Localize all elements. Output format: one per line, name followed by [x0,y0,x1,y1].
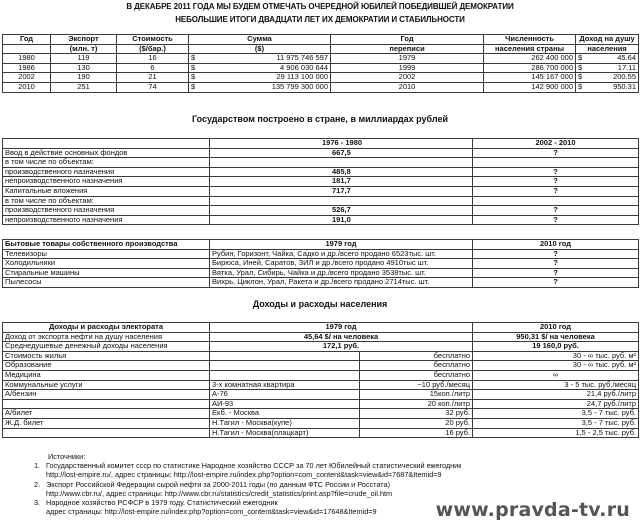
cell-label [3,428,210,438]
header-sum: Сумма [189,35,331,45]
cell-value-2: 950,31 $/ на человека [473,332,639,342]
cell-note: АИ-93 [210,399,360,409]
sources-header: Источники: [48,452,86,461]
source-title: Экспорт Российской Федерации сырой нефти за 2000-2011 годы (по данным ФТС России и Росстата) [46,479,391,489]
table-row [3,73,639,83]
cell-value-2 [473,196,639,206]
table-row [3,399,639,409]
cell-population: 262 400 000 [484,54,576,64]
cell-sum: 11 975 746 597 [221,54,331,64]
cell-value-1: ~10 руб./месяц [360,380,473,390]
header-year-sub [3,44,51,54]
cell-value-2 [473,158,639,168]
cell-note [210,370,360,380]
cell-price: 74 [117,82,189,92]
table-header-row [3,139,639,149]
income-table [2,322,639,438]
header-population: Численность [484,35,576,45]
cell-label: непроизводственного назначения [3,177,210,187]
cell-label: Стиральные машины [3,268,210,278]
cell-label: Ж.Д. билет [3,418,210,428]
cell-label: Капитальные вложения [3,186,210,196]
cell-income: 45.64 [590,54,639,64]
table-row [3,215,639,225]
cell-note: Н.Тагил - Москва(плацкарт) [210,428,360,438]
cell-currency: $ [189,63,221,73]
cell-income: 200.55 [590,73,639,83]
cell-value-1: 485,8 [210,167,473,177]
cell-value-1: 16 руб. [360,428,473,438]
header-year: Год [3,35,51,45]
cell-value-2: ? [473,167,639,177]
cell-label: производственного назначения [3,167,210,177]
page-title-line2: НЕБОЛЬШИЕ ИТОГИ ДВАДЦАТИ ЛЕТ ИХ ДЕМОКРАТИИ И СТАБИЛЬНОСТИ [175,15,465,24]
table-row [3,206,639,216]
source-number: 1. [34,461,41,471]
cell-census-year: 1979 [331,54,484,64]
cell-value-1: бесплатно [360,370,473,380]
cell-currency: $ [189,82,221,92]
cell-value-1: 181,7 [210,177,473,187]
table-row [3,332,639,342]
header-label [3,139,210,149]
source-link[interactable]: http://www.cbr.ru/, адрес страницы: http://www.cbr.ru/statistics/credit_statistics/print.asp?file=crude_oil.htm [46,488,393,498]
cell-population: 286 700 000 [484,63,576,73]
cell-label: в том числе по объектам: [3,158,210,168]
source-link[interactable]: адрес страницы: http://lost-empire.ru/index.php?option=com_content&task=view&id=17648&Itemid=9 [46,507,377,517]
header-1979: 1979 год [210,323,473,333]
source-item [34,498,461,517]
header-price: Стоимость [117,35,189,45]
cell-label: Медицина [3,370,210,380]
cell-census-year: 2002 [331,73,484,83]
cell-value-2: 1,5 - 2,5 тыс. руб. [473,428,639,438]
cell-label: Телевизоры [3,249,210,259]
cell-note: Екб. - Москва [210,409,360,419]
cell-value-2: 3,5 - 7 тыс. руб. [473,418,639,428]
cell-value-1: Рубин, Горизонт, Чайка, Садко и др./всего продано 6523тыс. шт. [210,249,473,259]
watermark-logo: www.pravda-tv.ru [435,499,630,521]
header-export: Экспорт [51,35,117,45]
cell-value-1: Бирюса, Иней, Саратов, ЗИЛ и др./всего продано 4910тыс шт. [210,259,473,269]
cell-label: Стоимость жилья [3,351,210,361]
cell-sum: 4 906 030 644 [221,63,331,73]
cell-year: 1986 [3,63,51,73]
cell-value-2: 30 - ∞ тыс. руб. м² [473,351,639,361]
table-header-row [3,240,639,250]
cell-label: А/бензин [3,390,210,400]
cell-value-1: бесплатно [360,351,473,361]
cell-value-1: бесплатно [360,361,473,371]
table-row [3,409,639,419]
table-row [3,249,639,259]
table-row [3,158,639,168]
cell-currency: $ [576,54,590,64]
cell-population: 142 900 000 [484,82,576,92]
cell-label: в том числе по объектам: [3,196,210,206]
cell-export: 251 [51,82,117,92]
header-1979: 1979 год [210,240,473,250]
cell-currency: $ [576,82,590,92]
cell-export: 190 [51,73,117,83]
cell-note: Н.Тагил - Москва(купе) [210,418,360,428]
income-title: Доходы и расходы населения [252,299,388,309]
table-row [3,186,639,196]
cell-value-2: 19 160,0 руб. [473,342,639,352]
cell-sum: 29 113 100 000 [221,73,331,83]
cell-value-1: 191,0 [210,215,473,225]
header-export-unit: (млн. т) [51,44,117,54]
cell-year: 1980 [3,54,51,64]
cell-value-1: 45,64 $/ на человека [210,332,473,342]
header-population-sub: населения страны [484,44,576,54]
table-row [3,148,639,158]
source-item [34,479,461,498]
cell-sum: 135 799 300 000 [221,82,331,92]
table-row [3,196,639,206]
table-row [3,380,639,390]
table-row [3,268,639,278]
cell-currency: $ [576,73,590,83]
table-header-row [3,35,639,45]
cell-value-1: 32 руб. [360,409,473,419]
cell-label: производственного назначения [3,206,210,216]
cell-note: 3-х комнатная квартира [210,380,360,390]
cell-value-2: ? [473,278,639,288]
source-title: Государственный комитет ссср по статистике Народное хозяйство СССР за 70 лет Юбилейный статистический ежегодник [46,461,462,471]
table-row [3,259,639,269]
export-table [2,34,639,93]
table-row [3,390,639,400]
cell-value-2: 24,7 руб./литр [473,399,639,409]
cell-note [210,361,360,371]
source-item [34,461,462,480]
cell-label [3,399,210,409]
cell-value-1: 526,7 [210,206,473,216]
header-census-year: Год [331,35,484,45]
header-price-unit: ($/бар.) [117,44,189,54]
cell-value-2: ? [473,186,639,196]
table-row [3,278,639,288]
cell-value-2: ? [473,215,639,225]
table-row [3,351,639,361]
cell-value-2: 30 - ∞ тыс. руб. м² [473,361,639,371]
cell-value-2: ? [473,177,639,187]
cell-value-1 [210,196,473,206]
cell-label: непроизводственного назначения [3,215,210,225]
header-income: Доход на душу [576,35,639,45]
table-header-row [3,323,639,333]
cell-export: 130 [51,63,117,73]
table-row [3,167,639,177]
cell-value-2: 3 - 5 тыс. руб./месяц [473,380,639,390]
cell-price: 16 [117,54,189,64]
construction-title: Государством построено в стране, в миллиардах рублей [191,114,448,124]
cell-currency: $ [189,73,221,83]
cell-currency: $ [576,63,590,73]
cell-value-2: ∞ [473,370,639,380]
cell-label: Среднедушевые денежный доходы населения [3,342,210,352]
cell-label: Образование [3,361,210,371]
cell-value-2: 21,4 руб./литр [473,390,639,400]
cell-value-1 [210,158,473,168]
header-sum-unit: ($) [189,44,331,54]
cell-value-1: 667,5 [210,148,473,158]
cell-value-2: ? [473,148,639,158]
cell-value-2: ? [473,249,639,259]
cell-note [210,351,360,361]
cell-price: 6 [117,63,189,73]
source-number: 2. [34,479,41,489]
table-row [3,82,639,92]
cell-value-1: 20 коп./литр [360,399,473,409]
cell-currency: $ [189,54,221,64]
source-title: Народное хозяйство РСФСР в 1979 году. Статистический ежегодник [46,498,278,508]
header-period-1: 1976 - 1980 [210,139,473,149]
header-2010: 2010 год [473,323,639,333]
table-row [3,342,639,352]
cell-income: 17.11 [590,63,639,73]
source-link[interactable]: http://lost-empire.ru/, адрес страницы: http://lost-empire.ru/index.php?option=com_content&task=view&id=7687&Itemid=9 [46,470,442,480]
source-number: 3. [34,498,41,508]
cell-label: А/билет [3,409,210,419]
cell-label: Ввод в действие основных фондов [3,148,210,158]
header-income-sub: населения [576,44,639,54]
header-period-2: 2002 - 2010 [473,139,639,149]
cell-note: А-76 [210,390,360,400]
header-2010: 2010 год [473,240,639,250]
table-header-row [3,44,639,54]
page-title-line1: В ДЕКАБРЕ 2011 ГОДА МЫ БУДЕМ ОТМЕЧАТЬ ОЧЕРЕДНОЙ ЮБИЛЕЙ ПОБЕДИВШЕЙ ДЕМОКРАТИИ [126,2,514,11]
header-category: Доходы и расходы электората [3,323,210,333]
sources-list [34,452,462,517]
table-row [3,418,639,428]
cell-value-1: 717,7 [210,186,473,196]
cell-label: Доход от экспорта нефти на душу населения [3,332,210,342]
header-goods: Бытовые товары собственного производства [3,240,210,250]
cell-value-1: Вихрь, Циклон, Урал, Ракета и др./всего продано 2714тыс. шт. [210,278,473,288]
cell-value-2: ? [473,259,639,269]
cell-export: 119 [51,54,117,64]
table-row [3,177,639,187]
cell-census-year: 2010 [331,82,484,92]
cell-price: 21 [117,73,189,83]
cell-year: 2002 [3,73,51,83]
table-row [3,63,639,73]
cell-year: 2010 [3,82,51,92]
cell-label: Холодильники [3,259,210,269]
cell-value-2: ? [473,268,639,278]
table-row [3,428,639,438]
cell-label: Коммунальные услуги [3,380,210,390]
cell-value-2: 3,5 - 7 тыс. руб. [473,409,639,419]
table-row [3,54,639,64]
table-row [3,370,639,380]
cell-value-1: 20 руб. [360,418,473,428]
cell-value-1: 15коп./литр [360,390,473,400]
cell-census-year: 1999 [331,63,484,73]
cell-income: 950.31 [590,82,639,92]
header-census-sub: переписи [331,44,484,54]
cell-label: Пылесосы [3,278,210,288]
cell-value-1: Вятка, Урал, Сибирь, Чайка и др./всего продано 3538тыс. шт. [210,268,473,278]
cell-population: 145 167 000 [484,73,576,83]
cell-value-2: ? [473,206,639,216]
cell-value-1: 172,1 руб. [210,342,473,352]
goods-table [2,239,639,288]
construction-table [2,138,639,225]
table-row [3,361,639,371]
